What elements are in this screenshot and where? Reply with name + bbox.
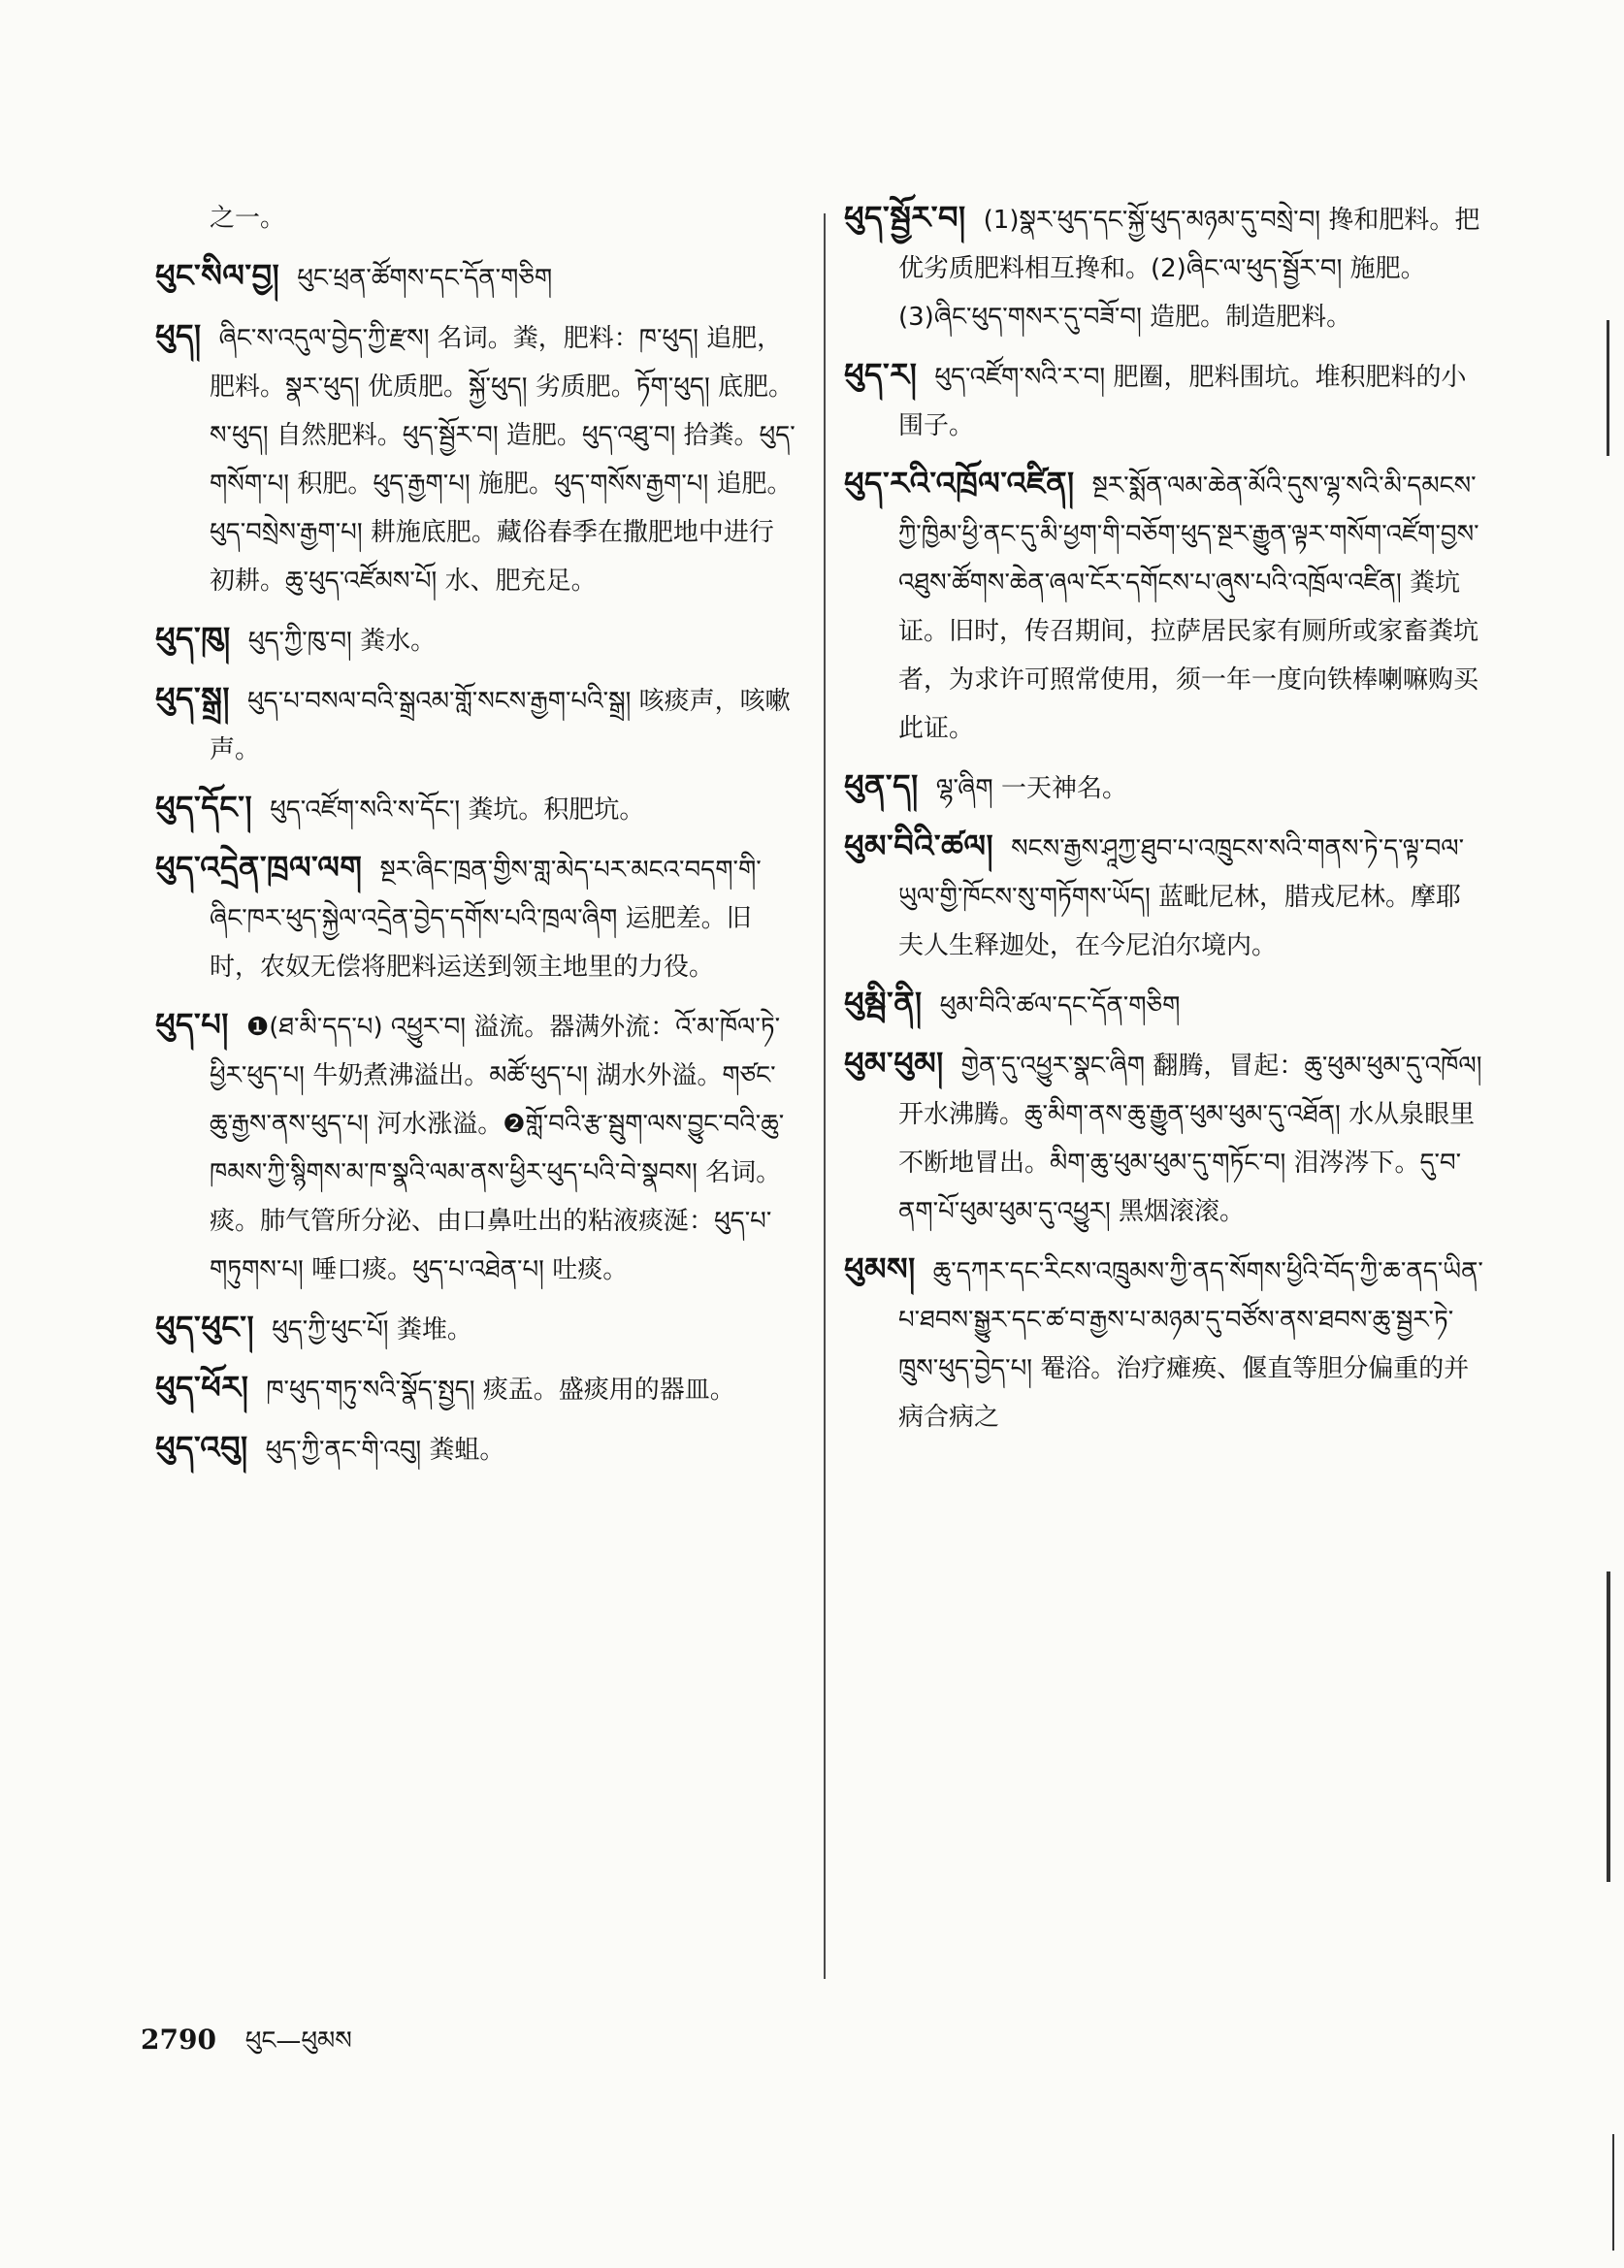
entry-headword: ཕུམ་བིའི་ཚལ། [844,827,994,864]
entry-headword: ཕུང་སིལ་བྱ། [155,257,280,294]
dictionary-entry [155,312,796,605]
dictionary-entry [155,1001,796,1294]
dictionary-entry [844,823,1484,970]
entry-definition: ཕུད་འཛོག་སའི་ས་དོང་། 粪坑。积肥坑。 [270,795,645,825]
left-column [155,194,796,1484]
column-divider [824,213,826,1979]
dictionary-entry [844,762,1484,813]
entry-headword: ཕུད་པ། [155,1006,229,1043]
dictionary-entry [155,1424,796,1474]
entry-headword: ཕུད་རའི་འཁྲོལ་འཛིན། [844,465,1075,502]
dictionary-entry [155,194,796,243]
entry-headword: ཕུད་ཕུང་། [155,1309,255,1345]
dictionary-entry [844,980,1484,1030]
right-column [844,194,1484,1451]
entry-headword: ཕུད། [155,317,202,354]
dictionary-entry [155,675,796,774]
dictionary-entry [155,1304,796,1354]
dictionary-entry [844,1040,1484,1236]
entry-definition: 之一。 [210,204,286,233]
entry-headword: ཕུད་སྒྲ། [155,680,230,717]
dictionary-entry [844,351,1484,450]
page-footer [141,2013,352,2084]
entry-definition: ལྷ་ཞིག 一天神名。 [935,774,1128,803]
entry-definition: སངས་རྒྱས་ཤཱཀྱ་ཐུབ་པ་འཁྲུངས་སའི་གནས་ཏེ་ད་ལྟ་བལ་ཡུལ་གྱི་ཁོངས་སུ་གཏོགས་ཡོད། 蓝毗尼林，腊戎尼林。摩耶夫人生释迦处，在今尼泊尔境内。 [898,834,1465,960]
entry-definition: ཆུ་དཀར་དང་རིངས་འཁྲུམས་ཀྱི་ནད་སོགས་ཕྱིའི་བོད་ཀྱི་ཆ་ནད་ཡིན་པ་ཐབས་སྒྱུར་དང་ཚ་བ་རྒྱས་པ་མཉམ་དུ་བཙོས་ནས་ཐབས་ཆུ་སྦྱར་ཏེ་ཁྲུས་ཕུད་བྱེད་པ། 罨浴。治疗瘫痪、偃直等胆分偏重的并病合病之 [898,1257,1483,1432]
entry-definition: ཕུད་ཀྱི་ཕུང་པོ། 粪堆。 [272,1315,472,1345]
dictionary-entry [155,784,796,834]
dictionary-entry [844,1246,1484,1442]
dictionary-entry [155,615,796,665]
entry-headword: ཕུད་ཁུ། [155,620,231,657]
entry-definition: གྱེན་དུ་འཕྱུར་སྣང་ཞིག 翻腾，冒起：ཆུ་ཕུམ་ཕུམ་དུ་འཁོལ། 开水沸腾。ཆུ་མིག་ནས་ཆུ་རྒྱུན་ཕུམ་ཕུམ་དུ་འཐོན། 水从泉眼里不断地冒出。མིག་ཆུ་ཕུམ་ཕུམ་དུ་གཏོང་བ། 泪涔涔下。དུ་བ་ནག་པོ་ཕུམ་ཕུམ་དུ་འཕྱུར། 黑烟滚滚。 [898,1052,1482,1226]
scan-edge-marks [1585,0,1624,2268]
entry-definition: ཕུད་ཀྱི་ནང་གི་འབུ། 粪蛆。 [265,1436,505,1465]
dictionary-entry [155,1364,796,1414]
entry-headword: ཕུད་ར། [844,356,918,393]
entry-definition: (1)སྣར་ཕུད་དང་སྐྱོ་ཕུད་མཉམ་དུ་བསྲེ་བ། 搀和肥料。把优劣质肥料相互搀和。(2)ཞིང་ལ་ཕུད་སྦྱོར་བ། 施肥。(3)ཞིང་ཕུད་གསར་དུ་བཟོ་བ། 造肥。制造肥料。 [898,206,1480,332]
dictionary-entry [155,844,796,991]
entry-definition: ཕུད་ཀྱི་ཁུ་བ། 粪水。 [247,627,437,656]
entry-definition: ཕུད་འཛོག་སའི་ར་བ། 肥圈，肥料围坑。堆积肥料的小围子。 [898,363,1467,440]
dictionary-entry [844,460,1484,753]
entry-definition: ཞིང་ས་འདུལ་བྱེད་ཀྱི་རྫས། 名词。粪，肥料：ཁ་ཕུད། 追肥，肥料。སྣར་ཕུད། 优质肥。སྐྱོ་ཕུད། 劣质肥。ཏོག་ཕུད། 底肥。 ས་ཕུད། 自然肥料。ཕུད་སྦྱོར་བ། 造肥。ཕུད་འཐུ་བ། 拾粪。ཕུད་གསོག་པ། 积肥。ཕུད་རྒྱག་པ། 施肥。ཕུད་གསོས་རྒྱག་པ། 追肥。 ཕུད་བསྲེས་རྒྱག་པ། 耕施底肥。藏俗春季在撒肥地中进行初耕。ཆུ་ཕུད་འཛོམས་པོ། 水、肥充足。 [210,324,796,596]
entry-definition: ཁ་ཕུད་གཏུ་སའི་སྣོད་སྤྱད། 痰盂。盛痰用的器皿。 [266,1376,735,1405]
entry-definition: ཕུད་པ་བསལ་བའི་སྒྲའམ་གློ་སངས་རྒྱག་པའི་སྒྲ། 咳痰声，咳嗽声。 [210,687,791,764]
entry-headword: ཕུད་ཕོར། [155,1369,249,1406]
page-number: 2790 [141,2024,216,2056]
entry-headword: ཕུམས། [844,1250,916,1287]
entry-definition: ཕུམ་བིའི་ཚལ་དང་དོན་གཅིག [939,991,1181,1021]
entry-definition: ཕུང་ཕྲན་ཚོགས་དང་དོན་གཅིག [297,264,553,293]
entry-headword: ཕུད་དོང་། [155,789,253,826]
entry-definition: སྔར་སྨོན་ལམ་ཆེན་མོའི་དུས་ལྷ་སའི་མི་དམངས་ཀྱི་ཁྱིམ་ཕྱི་ནང་དུ་མི་ཕྱག་གི་བཅོག་ཕུད་སྔར་རྒྱུན་ལྟར་གསོག་འཛོག་བྱས་འཐུས་ཚོགས་ཆེན་ཞལ་ངོར་དགོངས་པ་ཞུས་པའི་འཁྲོལ་འཛིན། 粪坑证。旧时，传召期间，拉萨居民家有厕所或家畜粪坑者，为求许可照常使用，须一年一度向铁棒喇嘛购买此证。 [898,471,1479,743]
entry-headword: ཕུམ་ཕུམ། [844,1045,944,1082]
entry-headword: ཕུད་འབུ། [155,1429,248,1466]
entry-definition: ❶(ཐ་མི་དད་པ) འཕྱུར་བ། 溢流。器满外流：འོ་མ་ཁོལ་ཏེ་ཕྱིར་ཕུད་པ། 牛奶煮沸溢出。མཚོ་ཕུད་པ། 湖水外溢。གཙང་ཆུ་རྒྱས་ནས་ཕུད་པ། 河水涨溢。❷གློ་བའི་རྩ་སྦུག་ལས་བྱུང་བའི་ཆུ་ཁམས་ཀྱི་སྙིགས་མ་ཁ་སྣའི་ལམ་ནས་ཕྱིར་ཕུད་པའི་བེ་སྣབས། 名词。痰。肺气管所分泌、由口鼻吐出的粘液痰涎：ཕུད་པ་གཏུགས་པ། 唾口痰。ཕུད་པ་འཐེན་པ། 吐痰。 [210,1013,785,1284]
dictionary-entry [155,252,796,303]
entry-headword: ཕུམྦི་ནི། [844,985,923,1021]
entry-definition: སྔར་ཞིང་ཁྲན་གྱིས་གླ་མེད་པར་མངའ་བདག་གི་ཞིང་ཁར་ཕུད་སྐྱེལ་འདྲེན་བྱེད་དགོས་པའི་ཁྲལ་ཞིག 运肥差。旧时，农奴无偿将肥料运送到领主地里的力役。 [210,856,762,982]
entry-headword: ཕུན་ད། [844,767,919,804]
entry-headword: ཕུད་འདྲེན་ཁྲལ་ལག [155,849,363,886]
dictionary-entry [844,194,1484,341]
entry-headword: ཕུད་སྦྱོར་བ། [844,199,966,236]
guide-words: ཕུང—ཕུམས [244,2026,352,2056]
